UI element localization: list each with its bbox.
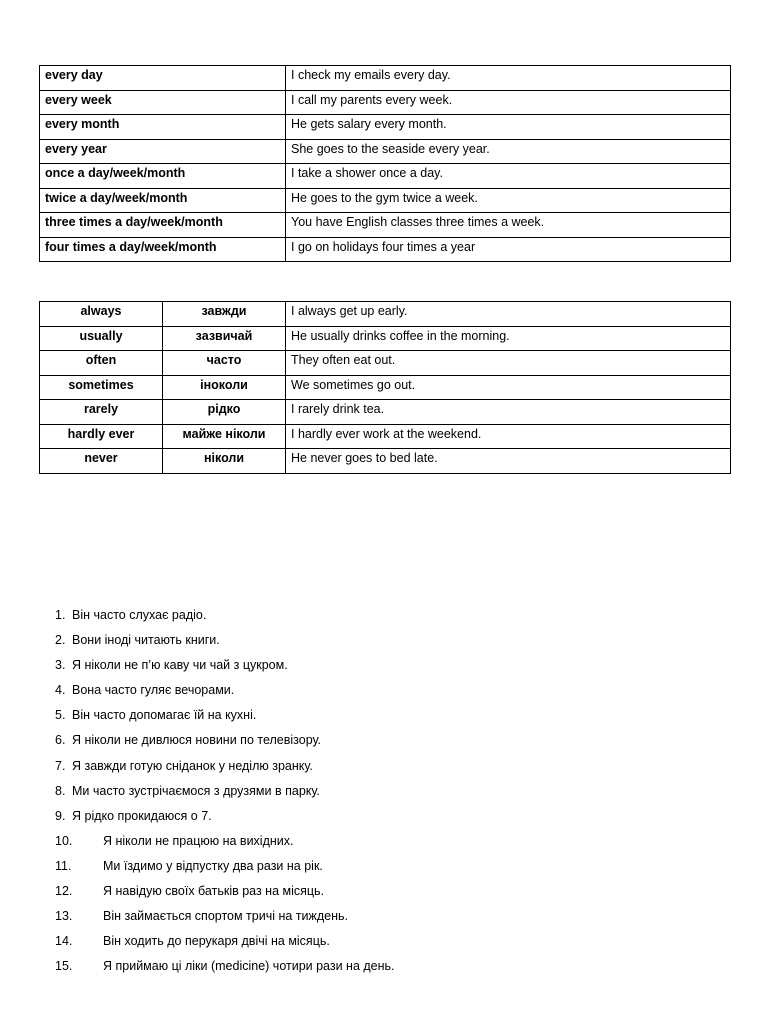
item-number: 10. [55, 833, 73, 848]
item-text: Ми часто зустрічаємося з друзями в парку. [72, 783, 320, 798]
table-row [40, 237, 731, 262]
item-number: 15. [55, 959, 73, 974]
example-sentence: I hardly ever work at the weekend. [286, 424, 731, 449]
frequency-expression: twice a day/week/month [40, 188, 286, 213]
item-number: 13. [55, 909, 73, 924]
adverb-english: often [40, 351, 163, 376]
item-text: Я завжди готую сніданок у неділю зранку. [72, 758, 313, 773]
item-text: Я ніколи не працюю на вихідних. [103, 833, 294, 848]
item-text: Вони іноді читають книги. [72, 633, 220, 648]
frequency-expression: every week [40, 90, 286, 115]
item-text: Я приймаю ці ліки (medicine) чотири рази на день. [103, 959, 395, 974]
table-row [40, 115, 731, 140]
example-sentence: You have English classes three times a week. [286, 213, 731, 238]
item-number: 5. [55, 708, 66, 723]
item-number: 4. [55, 683, 66, 698]
item-text: Я ніколи не п’ю каву чи чай з цукром. [72, 658, 288, 673]
adverb-ukrainian: майже ніколи [163, 424, 286, 449]
example-sentence: I take a shower once a day. [286, 164, 731, 189]
item-number: 14. [55, 934, 73, 949]
adverb-english: usually [40, 326, 163, 351]
example-sentence: I go on holidays four times a year [286, 237, 731, 262]
frequency-expression: every month [40, 115, 286, 140]
item-text: Він ходить до перукаря двічі на місяць. [103, 934, 330, 949]
item-number: 2. [55, 633, 66, 648]
table-row [40, 449, 731, 474]
frequency-expression: three times a day/week/month [40, 213, 286, 238]
example-sentence: He usually drinks coffee in the morning. [286, 326, 731, 351]
frequency-expression: four times a day/week/month [40, 237, 286, 262]
adverbs-table-body [40, 302, 731, 474]
item-text: Він займається спортом тричі на тиждень. [103, 909, 349, 924]
adverb-english: hardly ever [40, 424, 163, 449]
item-number: 11. [55, 858, 72, 873]
example-sentence: She goes to the seaside every year. [286, 139, 731, 164]
example-sentence: He gets salary every month. [286, 115, 731, 140]
example-sentence: He goes to the gym twice a week. [286, 188, 731, 213]
example-sentence: I rarely drink tea. [286, 400, 731, 425]
adverb-english: always [40, 302, 163, 327]
adverb-english: sometimes [40, 375, 163, 400]
adverbs-of-frequency-table [39, 301, 731, 474]
table-row [40, 375, 731, 400]
item-number: 8. [55, 783, 66, 798]
table-row [40, 326, 731, 351]
table-row [40, 188, 731, 213]
adverb-english: never [40, 449, 163, 474]
frequency-expression: every year [40, 139, 286, 164]
item-text: Він часто слухає радіо. [72, 608, 207, 622]
table-row [40, 66, 731, 91]
adverb-ukrainian: зазвичай [163, 326, 286, 351]
item-number: 3. [55, 658, 66, 673]
item-number: 1. [55, 608, 66, 622]
adverb-ukrainian: ніколи [163, 449, 286, 474]
frequency-table-body [40, 66, 731, 262]
adverb-ukrainian: часто [163, 351, 286, 376]
example-sentence: I check my emails every day. [286, 66, 731, 91]
adverb-english: rarely [40, 400, 163, 425]
table-row [40, 164, 731, 189]
table-row [40, 90, 731, 115]
item-text: Я ніколи не дивлюся новини по телевізору. [72, 733, 321, 748]
example-sentence: He never goes to bed late. [286, 449, 731, 474]
item-number: 6. [55, 733, 66, 748]
table-row [40, 424, 731, 449]
frequency-expression: every day [40, 66, 286, 91]
example-sentence: I call my parents every week. [286, 90, 731, 115]
item-text: Він часто допомагає їй на кухні. [72, 708, 257, 723]
table-row [40, 400, 731, 425]
adverb-ukrainian: іноколи [163, 375, 286, 400]
adverb-ukrainian: завжди [163, 302, 286, 327]
frequency-expression: once a day/week/month [40, 164, 286, 189]
item-text: Вона часто гуляє вечорами. [72, 683, 235, 698]
table-row [40, 351, 731, 376]
table-row [40, 213, 731, 238]
item-number: 9. [55, 808, 66, 823]
adverb-ukrainian: рідко [163, 400, 286, 425]
item-text: Я навідую своїх батьків раз на місяць. [103, 884, 325, 899]
frequency-expressions-table [39, 65, 731, 262]
item-number: 7. [55, 758, 66, 773]
table-row [40, 139, 731, 164]
item-text: Я рідко прокидаюся о 7. [72, 808, 212, 823]
item-number: 12. [55, 884, 73, 899]
example-sentence: I always get up early. [286, 302, 731, 327]
item-text: Ми їздимо у відпустку два рази на рік. [103, 858, 323, 873]
example-sentence: They often eat out. [286, 351, 731, 376]
table-row [40, 302, 731, 327]
example-sentence: We sometimes go out. [286, 375, 731, 400]
